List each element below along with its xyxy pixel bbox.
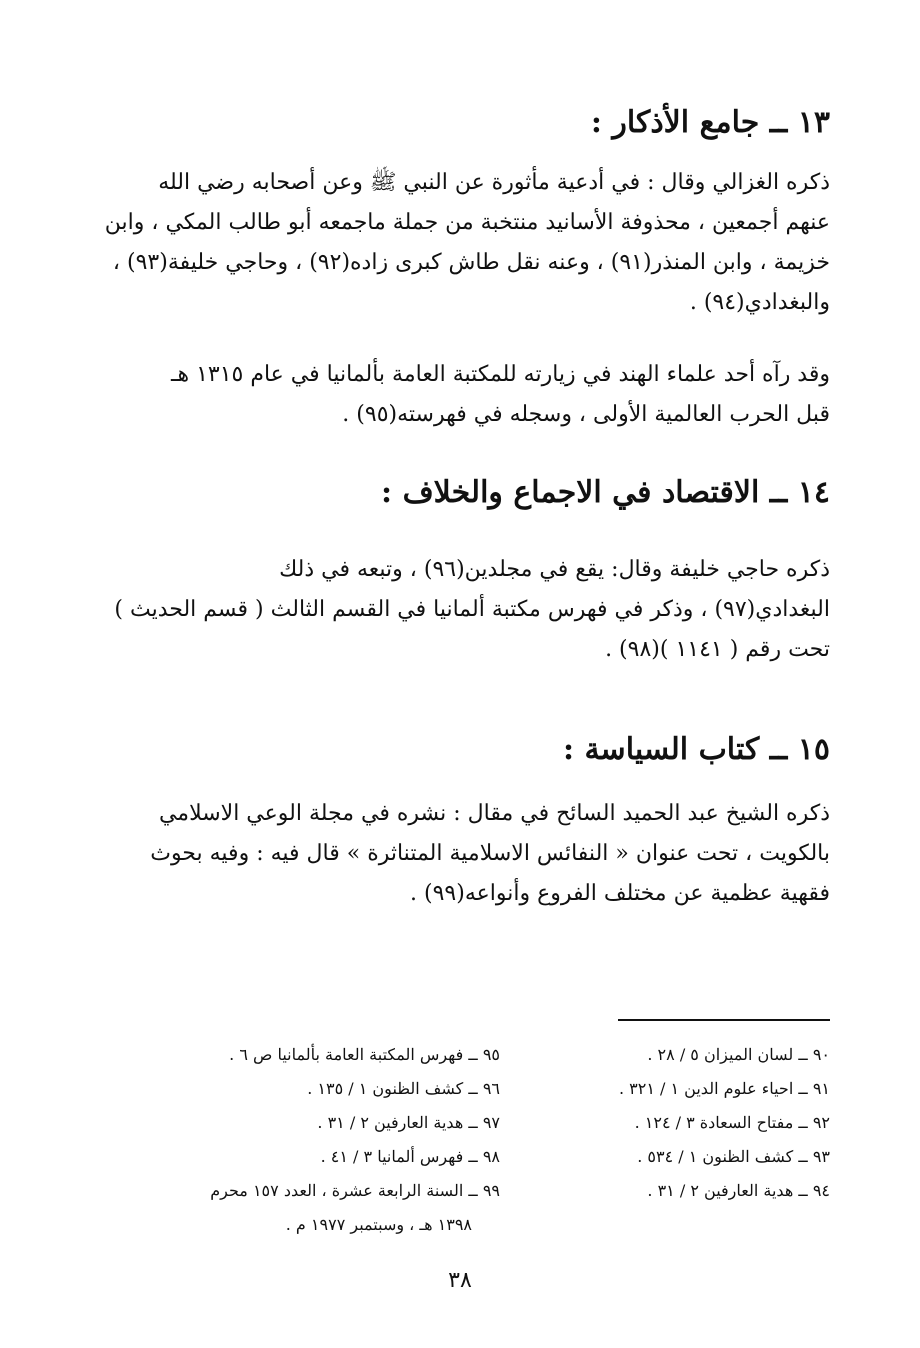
section-heading-13: ١٣ ــ جامع الأذكار : <box>590 105 830 140</box>
footnote-96: ٩٦ ــ كشف الظنون ١ / ١٣٥ . <box>307 1079 500 1098</box>
footnote-90: ٩٠ ــ لسان الميزان ٥ / ٢٨ . <box>647 1045 830 1064</box>
footnote-91: ٩١ ــ احياء علوم الدين ١ / ٣٢١ . <box>618 1079 830 1098</box>
footnote-99: ٩٩ ــ السنة الرابعة عشرة ، العدد ١٥٧ محرم <box>210 1181 500 1200</box>
section-15-paragraph-1 <box>138 794 830 914</box>
footnote-separator <box>618 1019 830 1021</box>
footnotes-left-column <box>200 1038 500 1242</box>
text-line: بالكويت ، تحت عنوان « النفائس الاسلامية المتناثرة » قال فيه : وفيه بحوث <box>150 841 830 866</box>
text-line: والبغدادي(٩٤) . <box>689 290 830 315</box>
text-line: ذكره الشيخ عبد الحميد السائح في مقال : نشره في مجلة الوعي الاسلامي <box>158 801 830 826</box>
footnote-95: ٩٥ ــ فهرس المكتبة العامة بألمانيا ص ٦ . <box>229 1045 500 1064</box>
section-14-paragraph-1 <box>114 550 830 670</box>
section-heading-14: ١٤ ــ الاقتصاد في الاجماع والخلاف : <box>381 475 830 510</box>
text-line: فقهية عظمية عن مختلف الفروع وأنواعه(٩٩) . <box>410 881 830 906</box>
footnote-97: ٩٧ ــ هدية العارفين ٢ / ٣١ . <box>317 1113 500 1132</box>
section-heading-15: ١٥ ــ كتاب السياسة : <box>562 732 830 767</box>
text-line: ذكره حاجي خليفة وقال: يقع في مجلدين(٩٦) ، وتبعه في ذلك <box>279 557 830 582</box>
footnote-93: ٩٣ ــ كشف الظنون ١ / ٥٣٤ . <box>637 1147 830 1166</box>
footnote-94: ٩٤ ــ هدية العارفين ٢ / ٣١ . <box>647 1181 830 1200</box>
footnotes-right-column <box>580 1038 830 1208</box>
section-13-paragraph-2 <box>138 355 830 435</box>
text-line: خزيمة ، وابن المنذر(٩١) ، وعنه نقل طاش كبرى زاده(٩٢) ، وحاجي خليفة(٩٣) ، <box>112 250 830 275</box>
page-number: ٣٨ <box>448 1268 472 1293</box>
text-line: عنهم أجمعين ، محذوفة الأسانيد منتخبة من جملة ماجمعه أبو طالب المكي ، وابن <box>104 210 830 235</box>
text-line: ذكره الغزالي وقال : في أدعية مأثورة عن النبي ﷺ وعن أصحابه رضي الله <box>158 170 830 195</box>
footnote-92: ٩٢ ــ مفتاح السعادة ٣ / ١٢٤ . <box>634 1113 830 1132</box>
text-line: تحت رقم ( ١١٤١ )(٩٨) . <box>605 637 830 662</box>
footnote-99-continuation: ١٣٩٨ هـ ، وسبتمبر ١٩٧٧ م . <box>285 1215 472 1234</box>
footnote-98: ٩٨ ــ فهرس ألمانيا ٣ / ٤١ . <box>320 1147 500 1166</box>
text-line: قبل الحرب العالمية الأولى ، وسجله في فهرسته(٩٥) . <box>342 402 830 427</box>
section-13-paragraph-1 <box>104 163 830 323</box>
text-line: وقد رآه أحد علماء الهند في زيارته للمكتبة العامة بألمانيا في عام ١٣١٥ هـ <box>171 362 830 387</box>
text-line: البغدادي(٩٧) ، وذكر في فهرس مكتبة ألمانيا في القسم الثالث ( قسم الحديث ) <box>114 597 830 622</box>
